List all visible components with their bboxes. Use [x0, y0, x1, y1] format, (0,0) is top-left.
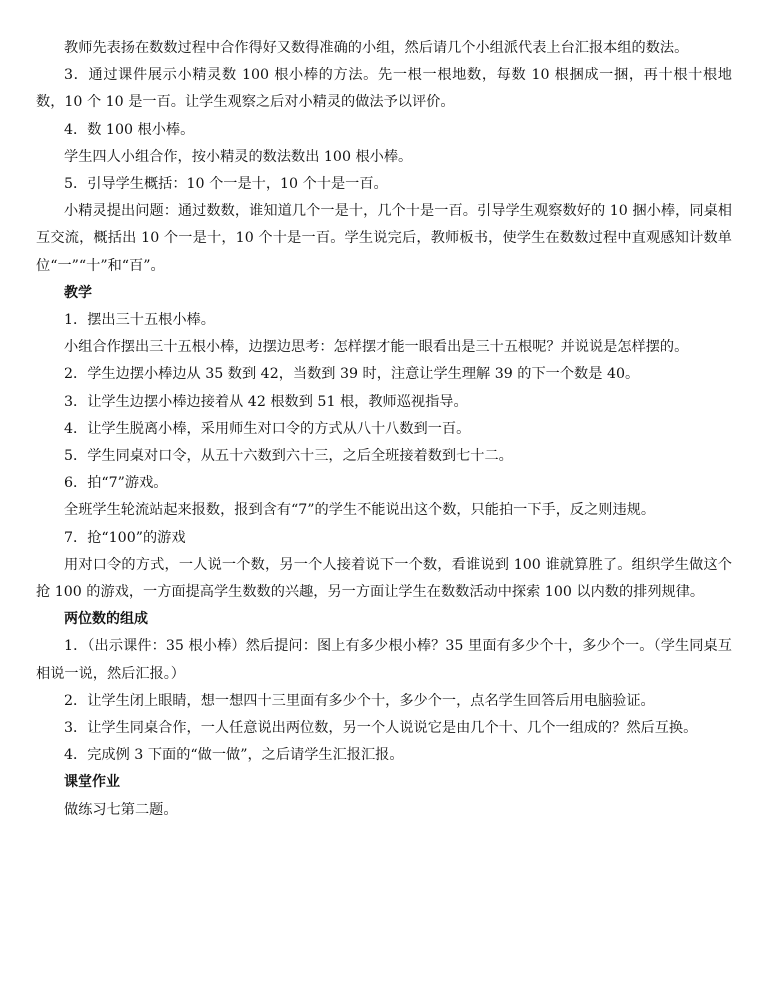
paragraph: 1．摆出三十五根小棒。 [64, 312, 215, 329]
paragraph: 用对口令的方式，一人说一个数，另一个人接着说下一个数，看谁说到 100 谁就算胜了。组织学生做这个抢 100 的游戏，一方面提高学生数数的兴趣，另一方面让学生在数数活动中探索 100 以内数的排列规律。 [36, 556, 732, 601]
section-heading: 课堂作业 [64, 774, 120, 791]
paragraph: 3．让学生边摆小棒边接着从 42 根数到 51 根，教师巡视指导。 [64, 393, 468, 410]
paragraph: 小精灵提出问题：通过数数，谁知道几个一是十，几个十是一百。引导学生观察数好的 10 捆小棒，同桌相互交流，概括出 10 个一是十，10 个十是一百。学生说完后，教师板书，使学生在数数过程中直观感知计数单位“一”“十”和“百”。 [36, 203, 732, 274]
paragraph: 4．让学生脱离小棒，采用师生对口令的方式从八十八数到一百。 [64, 420, 471, 437]
paragraph: 学生四人小组合作，按小精灵的数法数出 100 根小棒。 [64, 148, 413, 165]
paragraph: 2．让学生闭上眼睛，想一想四十三里面有多少个十，多少个一，点名学生回答后用电脑验证。 [64, 692, 655, 709]
paragraph: 教师先表扬在数数过程中合作得好又数得准确的小组，然后请几个小组派代表上台汇报本组的数法。 [64, 40, 689, 56]
paragraph: 2．学生边摆小棒边从 35 数到 42，当数到 39 时，注意让学生理解 39 的下一个数是 40。 [64, 366, 640, 383]
paragraph: 4．数 100 根小棒。 [64, 121, 195, 138]
paragraph: 5．学生同桌对口令，从五十六数到六十三，之后全班接着数到七十二。 [64, 448, 513, 465]
paragraph: 小组合作摆出三十五根小棒，边摆边思考：怎样摆才能一眼看出是三十五根呢？并说说是怎样摆的。 [64, 339, 689, 356]
paragraph: 3．通过课件展示小精灵数 100 根小棒的方法。先一根一根地数，每数 10 根捆成一捆，再十根十根地数，10 个 10 是一百。让学生观察之后对小精灵的做法予以评价。 [36, 67, 732, 111]
paragraph: 5．引导学生概括：10 个一是十，10 个十是一百。 [64, 176, 388, 193]
paragraph: 3．让学生同桌合作，一人任意说出两位数，另一个人说说它是由几个十、几个一组成的？然后互换。 [64, 720, 698, 737]
paragraph: 1．（出示课件：35 根小棒）然后提问：图上有多少根小棒？35 里面有多少个十，多少个一。（学生同桌互相说一说，然后汇报。） [36, 638, 732, 682]
paragraph: 7．抢“100”的游戏 [64, 529, 186, 546]
paragraph: 4．完成例 3 下面的“做一做”，之后请学生汇报汇报。 [64, 747, 404, 764]
paragraph: 全班学生轮流站起来报数，报到含有“7”的学生不能说出这个数，只能拍一下手，反之则违规。 [64, 502, 656, 519]
section-heading: 两位数的组成 [64, 611, 148, 628]
section-heading: 教学 [64, 284, 92, 301]
paragraph: 做练习七第二题。 [64, 801, 178, 818]
paragraph: 6．拍“7”游戏。 [64, 475, 168, 492]
